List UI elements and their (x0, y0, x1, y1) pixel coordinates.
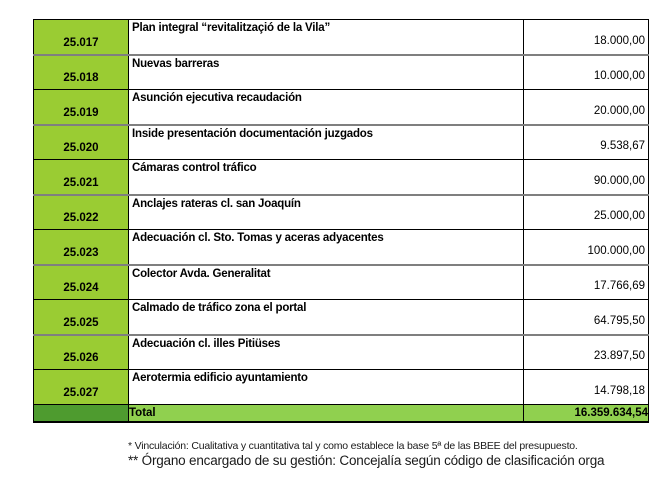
row-description: Plan integral “revitalitzaçió de la Vila” (132, 22, 331, 34)
row-code-cell (34, 125, 129, 160)
table-row (34, 300, 649, 335)
table-row (34, 160, 649, 195)
row-amount-cell (524, 20, 649, 55)
row-amount: 25.000,00 (593, 210, 645, 222)
row-code-cell (34, 160, 129, 195)
row-code: 25.024 (63, 282, 99, 294)
table-row (34, 195, 649, 230)
row-amount-cell (524, 160, 649, 195)
row-amount-cell (524, 265, 649, 300)
row-description: Asunción ejecutiva recaudación (132, 92, 302, 104)
row-code: 25.020 (63, 142, 99, 154)
table-row (34, 20, 649, 55)
row-description: Adecuación cl. illes Pitiüses (132, 337, 281, 350)
row-amount-cell (524, 335, 649, 370)
row-amount-cell (524, 55, 649, 90)
row-amount-cell (524, 125, 649, 160)
row-amount: 9.538,67 (600, 140, 645, 152)
row-amount-cell (524, 90, 649, 125)
row-amount: 17.766,69 (593, 280, 645, 292)
row-amount: 100.000,00 (587, 244, 645, 257)
budget-table (33, 19, 649, 423)
row-description-cell (129, 20, 524, 55)
row-code: 25.023 (63, 246, 99, 259)
row-amount: 14.798,18 (593, 385, 645, 397)
total-code-cell (34, 405, 129, 422)
row-code: 25.021 (63, 176, 99, 189)
row-description-cell (129, 300, 524, 335)
table-row (34, 90, 649, 125)
row-description: Aerotermia edificio ayuntamiento (132, 372, 308, 384)
row-amount: 90.000,00 (593, 174, 645, 187)
row-description-cell (129, 90, 524, 125)
row-amount-cell (524, 370, 649, 405)
row-code-cell (34, 265, 129, 300)
row-code-cell (34, 90, 129, 125)
budget-table-body (34, 20, 649, 405)
row-code: 25.022 (63, 212, 99, 224)
row-description: Anclajes rateras cl. san Joaquín (132, 197, 301, 210)
table-row (34, 370, 649, 405)
row-amount-cell (524, 230, 649, 265)
total-row (34, 405, 649, 422)
row-code-cell (34, 55, 129, 90)
row-amount: 64.795,50 (593, 314, 645, 327)
row-description: Colector Avda. Generalitat (132, 267, 271, 280)
footnote-organo: ** Órgano encargado de su gestión: Concejalía según código de clasificación orga (128, 453, 605, 468)
row-code: 25.019 (63, 106, 99, 119)
table-row (34, 125, 649, 160)
row-amount: 10.000,00 (593, 70, 645, 82)
row-description-cell (129, 230, 524, 265)
table-row (34, 230, 649, 265)
row-description-cell (129, 160, 524, 195)
row-amount: 20.000,00 (593, 104, 645, 117)
row-amount-cell (524, 195, 649, 230)
total-label: Total (129, 405, 524, 422)
row-code-cell (34, 335, 129, 370)
row-amount: 23.897,50 (593, 350, 645, 362)
table-row (34, 55, 649, 90)
row-amount-cell (524, 300, 649, 335)
footnote-vinculacion: * Vinculación: Cualitativa y cuantitativa tal y como establece la base 5ª de las BBEE del presupuesto. (128, 440, 578, 452)
table-row (34, 265, 649, 300)
row-code: 25.026 (63, 352, 99, 364)
total-amount: 16.359.634,54 (524, 405, 649, 422)
row-code: 25.025 (63, 316, 99, 329)
row-description: Nuevas barreras (132, 57, 220, 70)
row-amount: 18.000,00 (593, 34, 645, 47)
row-description-cell (129, 265, 524, 300)
row-description: Adecuación cl. Sto. Tomas y aceras adyacentes (132, 232, 384, 244)
row-description: Calmado de tráfico zona el portal (132, 302, 307, 314)
row-code-cell (34, 370, 129, 405)
row-description-cell (129, 195, 524, 230)
row-code-cell (34, 230, 129, 265)
row-description-cell (129, 335, 524, 370)
row-description: Cámaras control tráfico (132, 162, 257, 174)
row-code: 25.018 (63, 72, 99, 84)
row-code-cell (34, 20, 129, 55)
row-description-cell (129, 370, 524, 405)
row-description: Inside presentación documentación juzgados (132, 127, 373, 140)
row-code-cell (34, 300, 129, 335)
row-description-cell (129, 55, 524, 90)
row-description-cell (129, 125, 524, 160)
row-code: 25.017 (63, 36, 99, 49)
row-code-cell (34, 195, 129, 230)
row-code: 25.027 (63, 387, 99, 399)
table-row (34, 335, 649, 370)
